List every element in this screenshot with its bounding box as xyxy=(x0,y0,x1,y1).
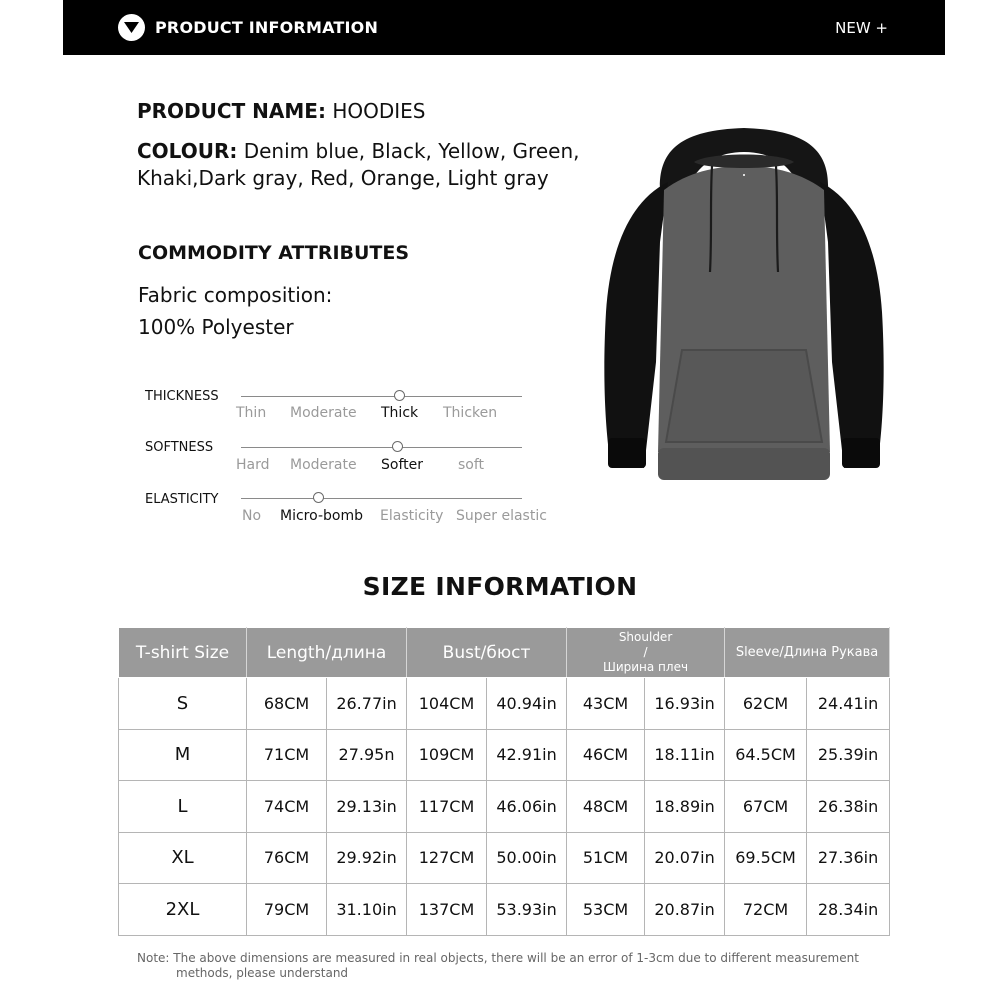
colour-value-2: Khaki,Dark gray, Red, Orange, Light gray xyxy=(137,166,549,190)
shoulder-in-cell: 18.11in xyxy=(645,729,725,781)
size-cell: 2XL xyxy=(119,884,247,936)
table-row xyxy=(119,884,890,936)
shoulder-in-cell: 18.89in xyxy=(645,781,725,833)
sleeve-in-cell: 24.41in xyxy=(807,678,890,730)
fabric-label: Fabric composition: xyxy=(138,283,333,307)
attribute-option: Hard xyxy=(236,457,270,473)
bust-cm-cell: 117CM xyxy=(407,781,487,833)
shoulder-cm-cell: 48CM xyxy=(567,781,645,833)
fabric-value: 100% Polyester xyxy=(138,315,294,339)
measurement-note xyxy=(137,951,897,981)
product-name-value: HOODIES xyxy=(325,99,426,123)
length-cm-cell: 71CM xyxy=(247,729,327,781)
sleeve-cm-cell: 62CM xyxy=(725,678,807,730)
sleeve-in-cell: 28.34in xyxy=(807,884,890,936)
new-label[interactable]: NEW + xyxy=(835,19,888,37)
sleeve-cm-cell: 72CM xyxy=(725,884,807,936)
attribute-option: Moderate xyxy=(290,457,357,473)
header-bar xyxy=(63,0,945,55)
shoulder-cm-cell: 46CM xyxy=(567,729,645,781)
header-shoulder-line3: Ширина плеч xyxy=(603,660,689,674)
size-info-title: SIZE INFORMATION xyxy=(362,572,638,601)
header-shoulder-line2: / xyxy=(643,645,648,659)
bust-in-cell: 53.93in xyxy=(487,884,567,936)
attribute-marker xyxy=(394,390,405,401)
attribute-option: Thicken xyxy=(443,405,498,421)
length-in-cell: 31.10in xyxy=(327,884,407,936)
size-cell: L xyxy=(119,781,247,833)
attribute-option-selected: Thick xyxy=(381,405,419,421)
table-row xyxy=(119,781,890,833)
commodity-title: COMMODITY ATTRIBUTES xyxy=(138,242,410,264)
shoulder-in-cell: 16.93in xyxy=(645,678,725,730)
attribute-option: soft xyxy=(458,457,485,473)
size-cell: XL xyxy=(119,832,247,884)
shoulder-cm-cell: 43CM xyxy=(567,678,645,730)
attribute-option-selected: Micro-bomb xyxy=(280,508,363,524)
attribute-marker xyxy=(313,492,324,503)
attribute-track xyxy=(241,498,522,499)
bust-in-cell: 40.94in xyxy=(487,678,567,730)
sleeve-cm-cell: 64.5CM xyxy=(725,729,807,781)
header-bust: Bust/бюст xyxy=(407,628,567,678)
header-shoulder xyxy=(567,628,725,678)
size-table xyxy=(118,627,890,936)
length-in-cell: 29.92in xyxy=(327,832,407,884)
product-name-label: PRODUCT NAME: xyxy=(137,99,326,123)
table-row xyxy=(119,678,890,730)
header-sleeve: Sleeve/Длина Рукава xyxy=(725,628,890,678)
bust-cm-cell: 127CM xyxy=(407,832,487,884)
bust-in-cell: 50.00in xyxy=(487,832,567,884)
attribute-option-selected: Softer xyxy=(381,457,423,473)
shoulder-cm-cell: 51CM xyxy=(567,832,645,884)
shoulder-cm-cell: 53CM xyxy=(567,884,645,936)
attribute-track xyxy=(241,396,522,397)
table-header-row xyxy=(119,628,890,678)
note-line-1: Note: The above dimensions are measured in real objects, there will be an error of 1-3cm due to different measurement xyxy=(137,951,859,965)
length-in-cell: 27.95n xyxy=(327,729,407,781)
attribute-option: Super elastic xyxy=(456,508,547,524)
header-length: Length/длина xyxy=(247,628,407,678)
hoodie-image xyxy=(598,122,890,484)
colour-line xyxy=(137,139,579,163)
length-cm-cell: 76CM xyxy=(247,832,327,884)
size-cell: M xyxy=(119,729,247,781)
sleeve-in-cell: 25.39in xyxy=(807,729,890,781)
attribute-option: Thin xyxy=(236,405,267,421)
length-cm-cell: 74CM xyxy=(247,781,327,833)
attribute-track xyxy=(241,447,522,448)
product-name xyxy=(137,99,425,123)
size-cell: S xyxy=(119,678,247,730)
shoulder-in-cell: 20.07in xyxy=(645,832,725,884)
attribute-name: SOFTNESS xyxy=(145,440,214,455)
attribute-marker xyxy=(392,441,403,452)
colour-value-1: Denim blue, Black, Yellow, Green, xyxy=(237,139,580,163)
bust-in-cell: 42.91in xyxy=(487,729,567,781)
table-row xyxy=(119,729,890,781)
sleeve-cm-cell: 67CM xyxy=(725,781,807,833)
shoulder-in-cell: 20.87in xyxy=(645,884,725,936)
table-row xyxy=(119,832,890,884)
length-cm-cell: 79CM xyxy=(247,884,327,936)
length-in-cell: 29.13in xyxy=(327,781,407,833)
attribute-option: No xyxy=(242,508,262,524)
header-title: PRODUCT INFORMATION xyxy=(155,18,379,37)
sleeve-in-cell: 27.36in xyxy=(807,832,890,884)
sleeve-in-cell: 26.38in xyxy=(807,781,890,833)
bust-cm-cell: 137CM xyxy=(407,884,487,936)
length-cm-cell: 68CM xyxy=(247,678,327,730)
bust-cm-cell: 104CM xyxy=(407,678,487,730)
length-in-cell: 26.77in xyxy=(327,678,407,730)
header-size: T-shirt Size xyxy=(119,628,247,678)
sleeve-cm-cell: 69.5CM xyxy=(725,832,807,884)
chevron-down-icon xyxy=(118,14,145,41)
bust-cm-cell: 109CM xyxy=(407,729,487,781)
attribute-option: Elasticity xyxy=(380,508,444,524)
attribute-name: THICKNESS xyxy=(145,389,219,404)
attribute-option: Moderate xyxy=(290,405,357,421)
note-line-2: methods, please understand xyxy=(176,966,349,980)
header-shoulder-line1: Shoulder xyxy=(618,630,673,644)
colour-label: COLOUR: xyxy=(137,139,238,163)
bust-in-cell: 46.06in xyxy=(487,781,567,833)
attribute-name: ELASTICITY xyxy=(145,492,219,507)
